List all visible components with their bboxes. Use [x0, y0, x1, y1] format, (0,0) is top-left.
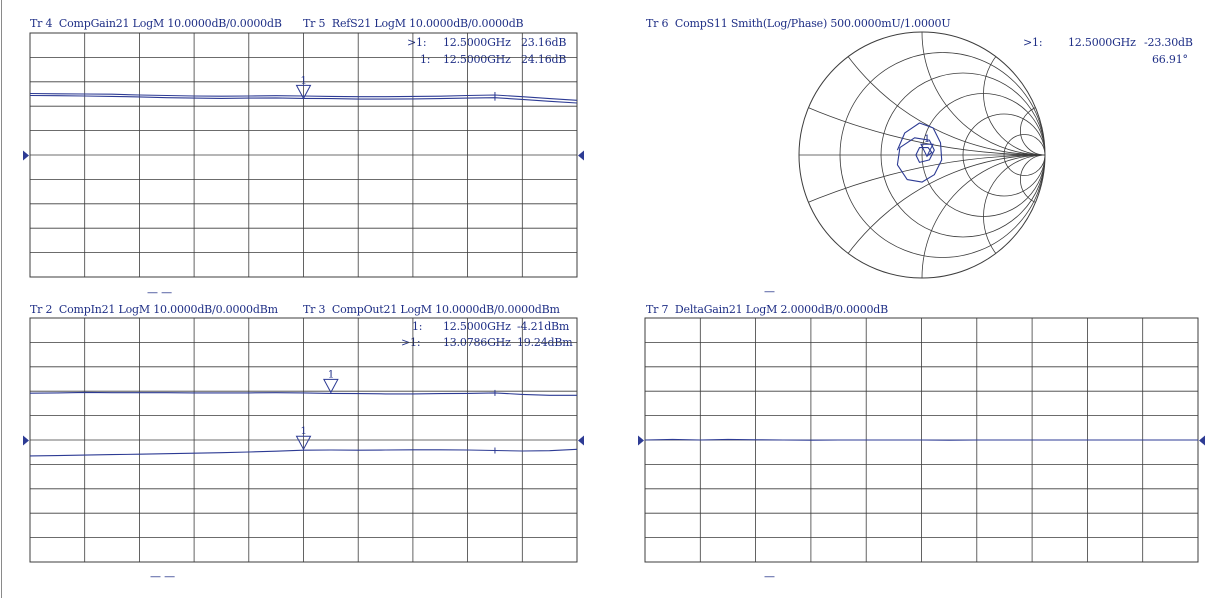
marker-ref: >1: — [1023, 36, 1043, 49]
marker-value: -23.30dB — [1144, 36, 1193, 49]
reference-arrow-right[interactable] — [578, 151, 584, 161]
smith-chart-p2[interactable] — [430, 0, 1224, 598]
reference-arrow-left[interactable] — [23, 151, 29, 161]
panel-foot-p4: — — [764, 570, 775, 583]
marker-number: 1 — [300, 426, 307, 438]
smith-grid — [430, 0, 1224, 598]
marker-number: 1 — [327, 369, 335, 381]
trace-header-tr2[interactable]: Tr 2 CompIn21 LogM 10.0000dB/0.0000dBm — [30, 303, 278, 316]
smith-reactance-arc-lower — [984, 155, 1107, 278]
marker-readout-p1 — [407, 36, 566, 66]
chart-area-p3[interactable] — [23, 318, 584, 562]
chart-area-p1[interactable] — [23, 33, 584, 277]
marker-freq: 12.5000GHz — [443, 36, 511, 49]
panel-foot-p1: — — — [147, 286, 172, 299]
trace-header-tr6[interactable]: Tr 6 CompS11 Smith(Log/Phase) 500.0000mU/1.0000U — [646, 17, 951, 30]
trace-header-tr5[interactable]: Tr 5 RefS21 LogM 10.0000dB/0.0000dB — [303, 17, 524, 30]
marker-phase: 66.91° — [1152, 53, 1188, 66]
marker-freq: 13.0786GHz — [443, 336, 511, 349]
marker-ref: >1: — [407, 36, 427, 49]
marker-value: 23.16dB — [521, 36, 567, 49]
trace-header-tr7[interactable]: Tr 7 DeltaGain21 LogM 2.0000dB/0.0000dB — [646, 303, 889, 316]
smith-reactance-arc-lower — [922, 155, 1168, 401]
marker-ref: 1: — [420, 53, 431, 66]
marker-freq: 12.5000GHz — [443, 53, 511, 66]
panel-foot-p3: — — — [150, 570, 175, 583]
marker-readout-p2 — [1023, 36, 1193, 66]
marker-number: 1 — [300, 75, 307, 87]
smith-reactance-arc-upper — [984, 32, 1107, 155]
trace-header-tr4[interactable]: Tr 4 CompGain21 LogM 10.0000dB/0.0000dB — [30, 17, 282, 30]
marker-triangle[interactable] — [324, 379, 338, 392]
reference-arrow-right[interactable] — [578, 436, 584, 446]
smith-reactance-arc-lower — [430, 155, 1224, 598]
marker-freq: 12.5000GHz — [443, 320, 511, 333]
marker-ref: >1: — [401, 336, 421, 349]
reference-arrow-right[interactable] — [1199, 436, 1205, 446]
reference-arrow-left[interactable] — [638, 436, 644, 446]
trace-header-tr3[interactable]: Tr 3 CompOut21 LogM 10.0000dB/0.0000dBm — [303, 303, 560, 316]
trace-line-tr6-comps11[interactable] — [897, 123, 941, 182]
marker-value: 19.24dBm — [517, 336, 573, 349]
smith-reactance-arc-upper — [922, 0, 1168, 155]
marker-value: -4.21dBm — [517, 320, 570, 333]
panel-foot-p2: — — [764, 285, 775, 298]
chart-area-p4[interactable] — [638, 318, 1205, 562]
reference-arrow-left[interactable] — [23, 436, 29, 446]
marker-number: 1 — [923, 134, 931, 146]
marker-value: 24.16dB — [521, 53, 567, 66]
marker-ref: 1: — [412, 320, 423, 333]
marker-freq: 12.5000GHz — [1068, 36, 1136, 49]
marker-readout-p3 — [401, 320, 573, 349]
